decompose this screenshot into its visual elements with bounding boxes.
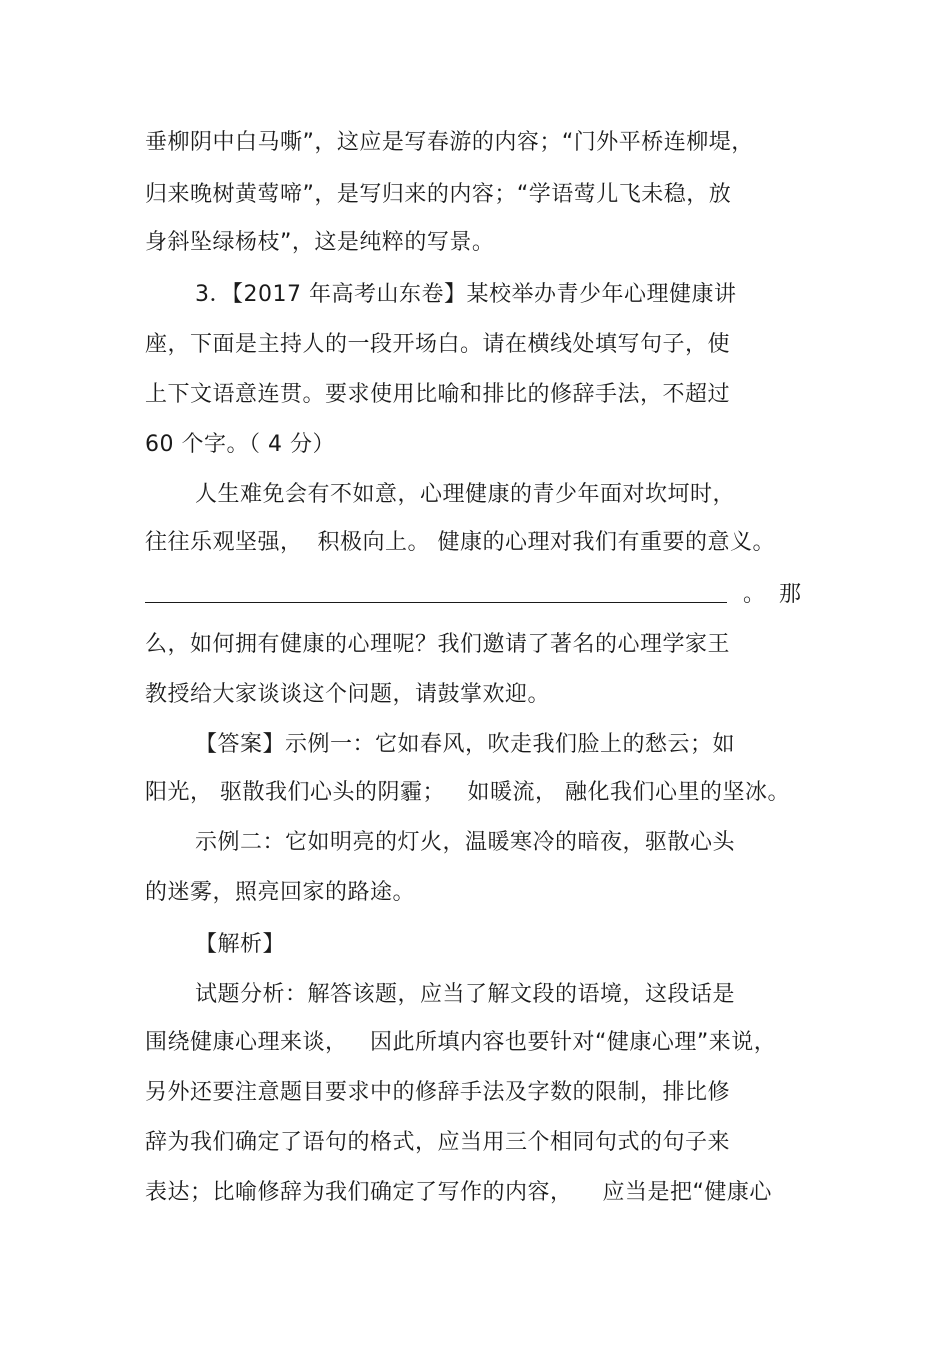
analysis-line: 围绕健康心理来谈， 因此所填内容也要针对“健康心理”来说， [145,1030,777,1055]
answer-line: 的迷雾，照亮回家的路途。 [145,880,416,905]
analysis-line: 另外还要注意题目要求中的修辞手法及字数的限制，排比修 [145,1080,731,1105]
analysis-line: 试题分析：解答该题，应当了解文段的语境，这段话是 [195,982,736,1007]
analysis-heading: 【解析】 [195,932,286,957]
fill-in-blank-row [145,580,805,610]
passage-line: 么，如何拥有健康的心理呢？我们邀请了著名的心理学家王 [145,632,731,657]
question-heading: 3．【2017 年高考山东卷】某校举办青少年心理健康讲 [195,282,737,307]
analysis-line: 表达；比喻修辞为我们确定了写作的内容， 应当是把“健康心 [145,1180,772,1205]
answer-line: 示例二：它如明亮的灯火，温暖寒冷的暗夜，驱散心头 [195,830,736,855]
text-line: 上下文语意连贯。要求使用比喻和排比的修辞手法，不超过 [145,382,731,407]
text-line: 垂柳阴中白马嘶”，这应是写春游的内容；“门外平桥连柳堤， [145,130,754,155]
answer-line: 【答案】示例一：它如春风，吹走我们脸上的愁云；如 [195,732,736,757]
passage-line: 。 那 [743,582,801,607]
text-line: 60 个字。（ 4 分） [145,432,335,457]
fill-in-blank-line [145,602,727,603]
answer-line: 阳光， 驱散我们心头的阴霾； 如暖流， 融化我们心里的坚冰。 [145,780,790,805]
analysis-line: 辞为我们确定了语句的格式，应当用三个相同句式的句子来 [145,1130,731,1155]
text-line: 归来晚树黄莺啼”，是写归来的内容；“学语莺儿飞未稳，放 [145,182,732,207]
text-line: 身斜坠绿杨枝”，这是纯粹的写景。 [145,230,495,255]
text-line: 座，下面是主持人的一段开场白。请在横线处填写句子，使 [145,332,731,357]
passage-line: 人生难免会有不如意，心理健康的青少年面对坎坷时， [195,482,736,507]
passage-line: 往往乐观坚强， 积极向上。 健康的心理对我们有重要的意义。 [145,530,775,555]
passage-line: 教授给大家谈谈这个问题，请鼓掌欢迎。 [145,682,551,707]
